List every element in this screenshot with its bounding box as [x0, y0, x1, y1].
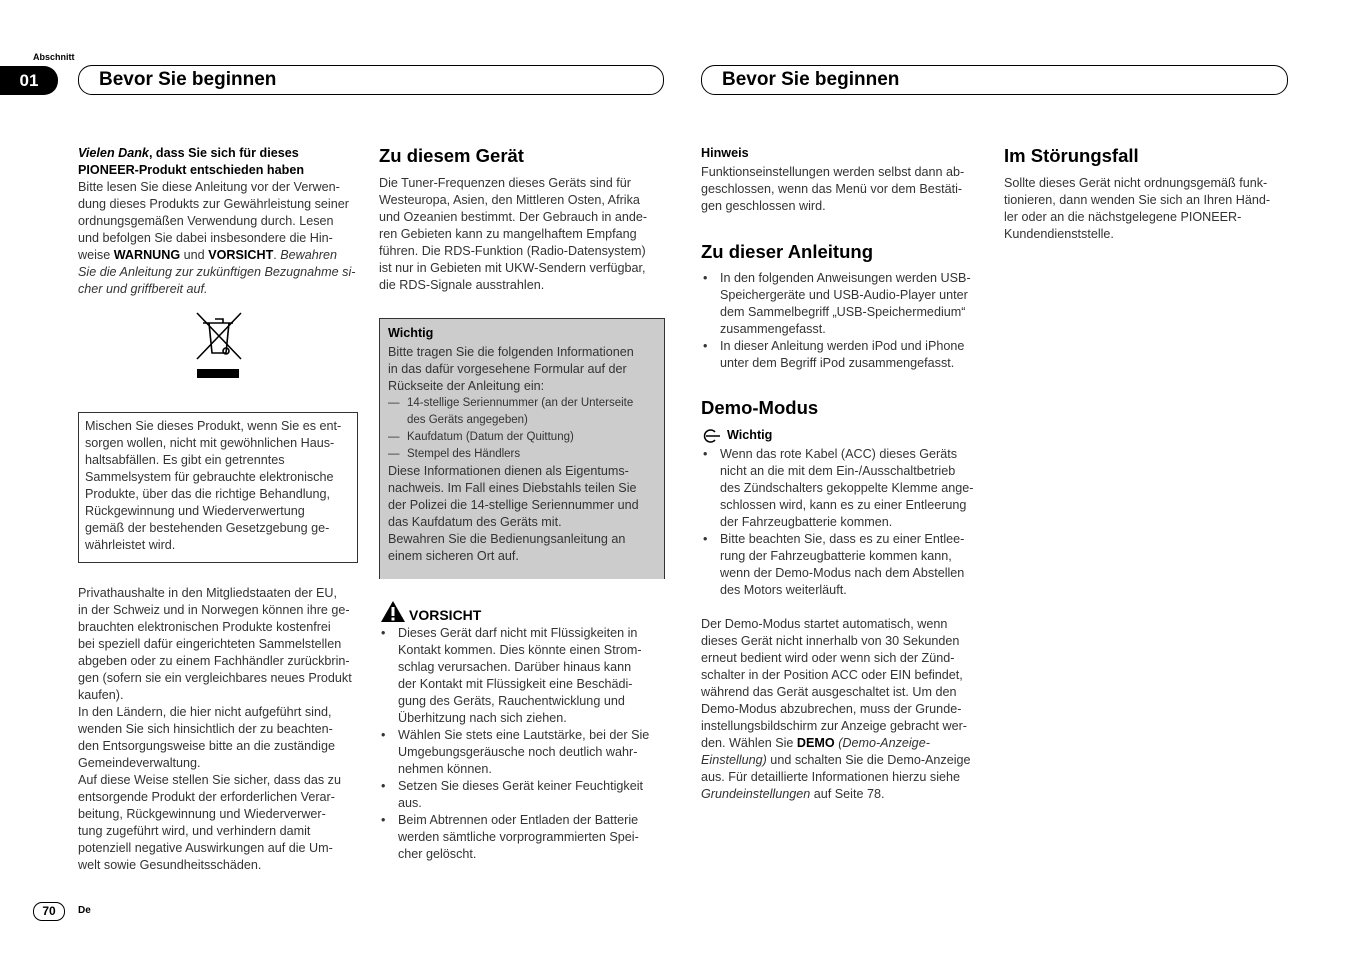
intro-title: Vielen Dank, dass Sie sich für dieses PIONEER-Produkt entschieden haben [78, 146, 305, 177]
trouble-text: Sollte dieses Gerät nicht ordnungsgemäß funk- tionieren, dann wenden Sie sich an Ihren Händ- ler oder an die nächstgelegene PIONEER- Kundendienststelle. [1004, 176, 1271, 241]
list-item: • In dieser Anleitung werden iPod und iPhone unter dem Begriff iPod zusammengefasst. [701, 338, 991, 372]
list-item: • In den folgenden Anweisungen werden USB- Speichergeräte und USB-Audio-Player unter dem Sammelbegriff „USB-Speichermedium“ zusammengefasst. [701, 270, 991, 338]
list-item: — Stempel des Händlers [388, 446, 664, 463]
note-title: Hinweis [701, 146, 749, 160]
section-label: Abschnitt [33, 52, 75, 62]
list-item: • Bitte beachten Sie, dass es zu einer Entlee- rung der Fahrzeugbatterie kommen kann, wenn der Demo-Modus nach dem Abstellen des Motors weiterläuft. [701, 531, 991, 599]
language-code: De [78, 905, 91, 916]
important-list [388, 395, 664, 463]
caution-title: VORSICHT [409, 607, 482, 623]
list-item: • Wählen Sie stets eine Lautstärke, bei der Sie Umgebungsgeräusche noch deutlich wahr- nehmen können. [379, 727, 669, 778]
list-item: — Kaufdatum (Datum der Quittung) [388, 429, 664, 446]
list-item: • Wenn das rote Kabel (ACC) dieses Geräts nicht an die mit dem Ein-/Ausschaltbetrieb des Zündschalters gekoppelte Klemme ange- schlossen wird, kann es zu einer Entleerung der Fahrzeugbatterie kommen. [701, 446, 991, 531]
section-title: Zu dieser Anleitung [701, 241, 873, 262]
important-text: Bitte tragen Sie die folgenden Informationen in das dafür vorgesehene Formular auf der Rückseite der Anleitung ein: [388, 345, 634, 393]
caution-list [379, 625, 669, 863]
list-item: • Beim Abtrennen oder Entladen der Batterie werden sämtliche vorprogrammierten Spei- cher gelöscht. [379, 812, 669, 863]
warning-icon [380, 600, 406, 628]
demo-important-title: Wichtig [727, 428, 773, 442]
section-number: 01 [0, 66, 58, 95]
list-item: — 14-stellige Seriennummer (an der Unterseite des Geräts angegeben) [388, 395, 664, 429]
section-title: Zu diesem Gerät [379, 145, 524, 166]
important-box [379, 318, 665, 579]
list-item: • Setzen Sie dieses Gerät keiner Feuchtigkeit aus. [379, 778, 669, 812]
note-text: Funktionseinstellungen werden selbst dann ab- geschlossen, wenn das Menü vor dem Bestäti- gen geschlossen wird. [701, 165, 965, 213]
device-text: Die Tuner-Frequenzen dieses Geräts sind für Westeuropa, Asien, den Mittleren Osten, Afrika und Ozeanien bestimmt. Der Gebrauch in ande- ren Gebieten kann zu mangelhaftem Empfang führen. Die RDS-Funktion (Radio-Datensystem) ist nur in Gebieten mit UKW-Sendern verfügbar, die RDS-Signale ausstrahlen. [379, 176, 648, 292]
important-text-2: Diese Informationen dienen als Eigentums- nachweis. Im Fall eines Diebstahls teilen Sie der Polizei die 14-stellige Seriennummer und das Kaufdatum des Geräts mit. Bewahren Sie die Bedienungsanleitung an einem sicheren Ort auf. [388, 464, 639, 563]
header-right [701, 65, 1288, 95]
header-title: Bevor Sie beginnen [99, 69, 277, 90]
manual-list [701, 270, 991, 372]
page-number: 70 [33, 902, 65, 921]
intro-text: Bitte lesen Sie diese Anleitung vor der Verwen- dung dieses Produkts zur Gewährleistung seiner ordnungsgemäßen Verwendung durch. Lesen und befolgen Sie dabei insbesondere die Hin- weise WARNUNG und VORSICHT. Bewahren Sie die Anleitung zur zukünftigen Bezugnahme si- cher und griffbereit auf. [78, 180, 356, 296]
disposal-box: Mischen Sie dieses Produkt, wenn Sie es ent- sorgen wollen, nicht mit gewöhnlichen Haus- haltsabfällen. Es gibt ein getrenntes Sammelsystem für gebrauchte elektronische Produkte, über das die richtige Behandlung, Rückgewinnung und Wiederverwertung gemäß der bestehenden Gesetzgebung ge- währleistet wird. [78, 412, 358, 563]
section-title: Im Störungsfall [1004, 145, 1139, 166]
disposal-text: Privathaushalte in den Mitgliedstaaten der EU, in der Schweiz und in Norwegen können ihre ge- brauchten elektronischen Produkte kostenfrei bei speziell dafür eingerichteten Sammelstellen abgeben oder zu einem Fachhändler zurückbrin- gen (sofern sie ein vergleichbares neues Produkt kaufen). In den Ländern, die hier nicht aufgeführt sind, wenden Sie sich hinsichtlich der zu beachten- den Entsorgungsweise bitte an die zuständige Gemeindeverwaltung. Auf diese Weise stellen Sie sicher, dass das zu entsorgende Produkt der erforderlichen Verar- beitung, Rückgewinnung und Wiederverwer- tung zugeführt wird, und verhindern damit potenziell negative Auswirkungen auf die Um- welt sowie Gesundheitsschäden. [78, 586, 352, 872]
header-left [78, 65, 664, 95]
list-item: • Dieses Gerät darf nicht mit Flüssigkeiten in Kontakt kommen. Dies könnte einen Strom- schlag verursachen. Darüber hinaus kann der Kontakt mit Flüssigkeit eine Beschädi- gung des Geräts, Rauchentwicklung und Überhitzung nach sich ziehen. [379, 625, 669, 727]
important-title: Wichtig [388, 326, 434, 340]
section-title: Demo-Modus [701, 397, 819, 418]
crossed-bin-icon [193, 309, 245, 386]
header-title: Bevor Sie beginnen [722, 69, 900, 90]
demo-text: Der Demo-Modus startet automatisch, wenn dieses Gerät nicht innerhalb von 30 Sekunden erneut bedient wird oder wenn sich der Zünd- schalter in der Position ACC oder EIN befindet, während das Gerät ausgeschaltet ist. Um den Demo-Modus abzubrechen, muss der Grunde- instellungsbildschirm zur Anzeige gebracht wer- den. Wählen Sie DEMO (Demo-Anzeige- Einstellung) und schalten Sie die Demo-Anzeige aus. Für detaillierte Informationen hierzu siehe Grundeinstellungen auf Seite 78. [701, 617, 971, 801]
demo-list [701, 446, 991, 599]
